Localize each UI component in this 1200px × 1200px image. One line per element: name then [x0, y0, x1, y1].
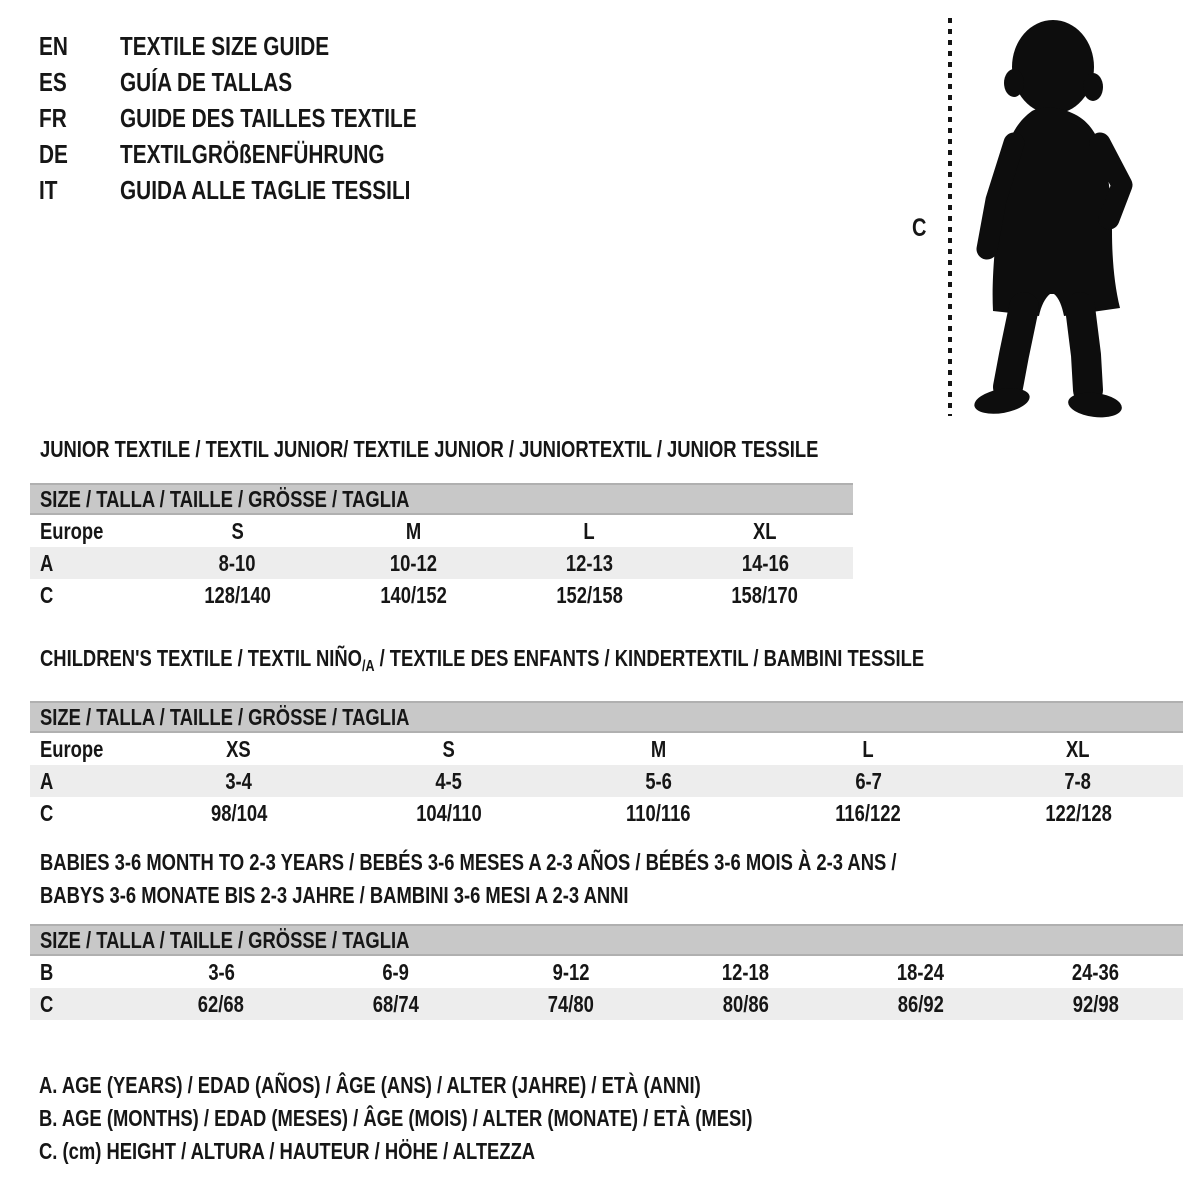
row-label: Europe [40, 518, 104, 544]
junior-size-table [30, 483, 853, 611]
size-cell: 6-9 [382, 959, 410, 985]
size-cell: 5-6 [645, 768, 672, 794]
size-cell: 62/68 [198, 991, 245, 1017]
language-item [39, 100, 491, 136]
size-cell: 98/104 [210, 800, 267, 826]
language-label: GUIDA ALLE TAGLIE TESSILI [120, 174, 411, 205]
language-item [39, 136, 491, 172]
size-header-cell: SIZE / TALLA / TAILLE / GRÖSSE / TAGLIA [30, 484, 853, 514]
size-cell: 6-7 [854, 768, 882, 794]
table-row [30, 765, 1183, 797]
table-header-row [30, 484, 853, 514]
size-cell: 86/92 [897, 991, 944, 1017]
table-header-row [30, 702, 1183, 732]
row-label: B [40, 959, 54, 985]
row-label: C [40, 800, 54, 826]
row-label: Europe [40, 736, 104, 762]
language-item [39, 172, 491, 208]
junior-title: JUNIOR TEXTILE / TEXTIL JUNIOR/ TEXTILE JUNIOR / JUNIORTEXTIL / JUNIOR TESSILE [40, 436, 819, 462]
size-cell: 80/86 [722, 991, 769, 1017]
size-cell: XL [753, 518, 777, 544]
size-cell: 92/98 [1072, 991, 1119, 1017]
table-row [30, 579, 853, 611]
size-cell: 122/128 [1044, 800, 1112, 826]
size-cell: 24-36 [1071, 959, 1120, 985]
size-cell: 3-6 [207, 959, 235, 985]
table-row [30, 514, 853, 547]
language-code: IT [39, 174, 58, 205]
language-label: TEXTILE SIZE GUIDE [120, 30, 330, 61]
language-list [39, 28, 491, 208]
row-label: A [40, 768, 54, 794]
section-babies [30, 846, 1183, 1020]
footnote-c: C. (cm) HEIGHT / ALTURA / HAUTEUR / HÖHE / ALTEZZA [39, 1138, 536, 1164]
size-cell: 68/74 [373, 991, 420, 1017]
children-size-table [30, 701, 1183, 829]
size-cell: 116/122 [835, 800, 901, 826]
size-cell: 14-16 [741, 550, 789, 576]
language-label: GUÍA DE TALLAS [120, 66, 293, 97]
row-label: C [40, 991, 54, 1017]
table-row [30, 732, 1183, 765]
size-cell: S [231, 518, 244, 544]
footnote-b: B. AGE (MONTHS) / EDAD (MESES) / ÂGE (MOIS) / ALTER (MONATE) / ETÀ (MESI) [39, 1105, 753, 1131]
size-cell: 8-10 [218, 550, 256, 576]
language-code: FR [39, 102, 67, 133]
section-junior [30, 437, 853, 611]
size-cell: XS [226, 736, 251, 762]
size-cell: L [862, 736, 874, 762]
height-marker-label: C [912, 214, 927, 242]
size-cell: 7-8 [1064, 768, 1092, 794]
size-cell: S [442, 736, 455, 762]
size-cell: 4-5 [435, 768, 462, 794]
size-cell: 110/116 [626, 800, 691, 826]
language-code: DE [39, 138, 68, 169]
table-row [30, 797, 1183, 829]
table-row [30, 988, 1183, 1020]
size-cell: XL [1066, 736, 1090, 762]
language-code: EN [39, 30, 68, 61]
language-item [39, 28, 491, 64]
row-label: A [40, 550, 54, 576]
section-children [30, 646, 1183, 829]
size-cell: 9-12 [552, 959, 590, 985]
size-header-cell: SIZE / TALLA / TAILLE / GRÖSSE / TAGLIA [30, 702, 1183, 732]
size-header-cell: SIZE / TALLA / TAILLE / GRÖSSE / TAGLIA [30, 925, 1183, 955]
language-code: ES [39, 66, 67, 97]
size-cell: 12-18 [722, 959, 770, 985]
babies-title-line2: BABYS 3-6 MONATE BIS 2-3 JAHRE / BAMBINI 3-6 MESI A 2-3 ANNI [40, 882, 629, 908]
size-cell: 128/140 [204, 582, 271, 608]
table-row [30, 955, 1183, 988]
babies-title-line1: BABIES 3-6 MONTH TO 2-3 YEARS / BEBÉS 3-6 MESES A 2-3 AÑOS / BÉBÉS 3-6 MOIS À 2-3 ANS / [40, 849, 897, 875]
language-label: GUIDE DES TAILLES TEXTILE [120, 102, 417, 133]
size-cell: 152/158 [555, 582, 623, 608]
size-cell: M [405, 518, 421, 544]
language-label: TEXTILGRÖßENFÜHRUNG [120, 138, 385, 169]
table-header-row [30, 925, 1183, 955]
children-title: CHILDREN'S TEXTILE / TEXTIL $NIÑO_{/A}$ / TEXTILE DES ENFANTS / KINDERTEXTIL / BAMBINI TESSILE [40, 645, 925, 675]
children-title-subscript: /A [361, 658, 375, 675]
size-cell: 158/170 [731, 582, 799, 608]
row-label: C [40, 582, 54, 608]
height-measure-line [948, 18, 952, 416]
size-cell: 3-4 [225, 768, 252, 794]
size-cell: 104/110 [415, 800, 482, 826]
size-cell: 74/80 [547, 991, 594, 1017]
size-cell: 140/152 [379, 582, 447, 608]
babies-title [30, 846, 1183, 912]
size-cell: 18-24 [897, 959, 945, 985]
size-cell: M [650, 736, 667, 762]
footnote-a: A. AGE (YEARS) / EDAD (AÑOS) / ÂGE (ANS) / ALTER (JAHRE) / ETÀ (ANNI) [39, 1072, 701, 1098]
size-cell: 10-12 [389, 550, 437, 576]
babies-size-table [30, 924, 1183, 1020]
toddler-silhouette-icon [962, 15, 1139, 423]
size-cell: 12-13 [565, 550, 613, 576]
size-cell: L [583, 518, 595, 544]
language-item [39, 64, 491, 100]
table-row [30, 547, 853, 579]
footnotes [39, 1069, 931, 1168]
